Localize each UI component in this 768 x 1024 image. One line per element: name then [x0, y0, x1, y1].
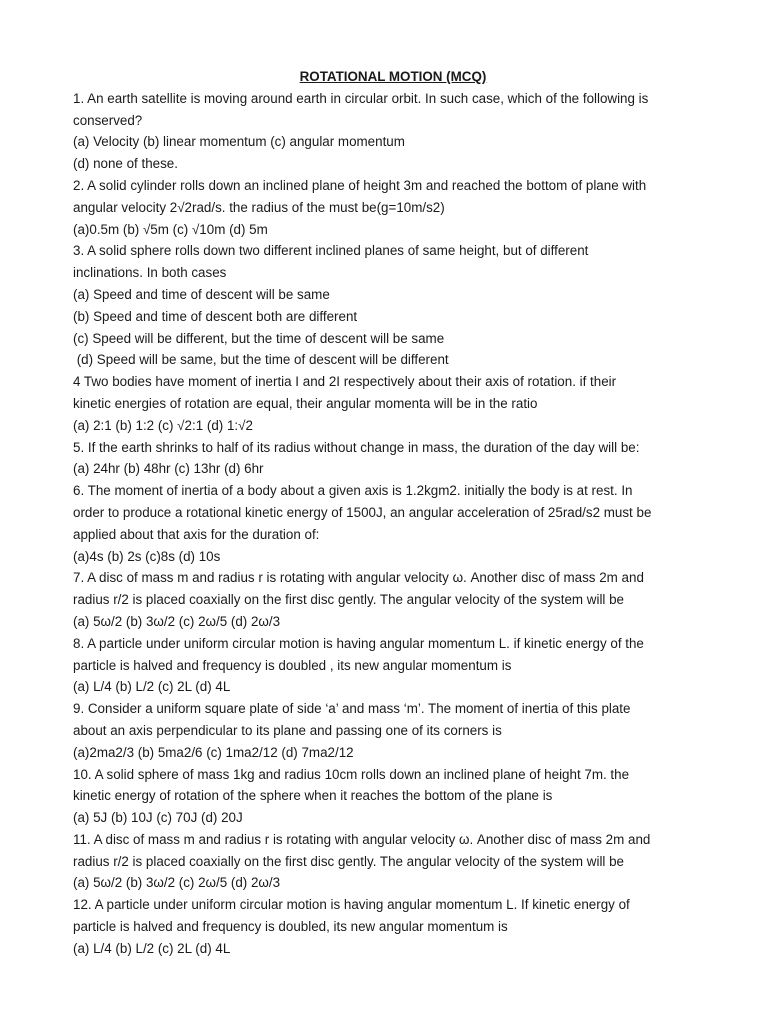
- text-line: about an axis perpendicular to its plane and passing one of its corners is: [73, 722, 502, 738]
- question-list: [73, 88, 703, 960]
- text-line: particle is halved and frequency is doubled, its new angular momentum is: [73, 919, 508, 935]
- text-line: 1. An earth satellite is moving around earth in circular orbit. In such case, which of the following is: [73, 90, 649, 106]
- text-line: (d) Speed will be same, but the time of descent will be different: [73, 352, 449, 368]
- text-line: (a)0.5m (b) √5m (c) √10m (d) 5m: [73, 221, 268, 237]
- text-line: 2. A solid cylinder rolls down an inclined plane of height 3m and reached the bottom of plane with: [73, 177, 647, 193]
- document-page: [73, 66, 703, 960]
- text-line: (c) Speed will be different, but the time of descent will be same: [73, 330, 445, 346]
- text-line: kinetic energies of rotation are equal, their angular momenta will be in the ratio: [73, 395, 538, 411]
- text-line: applied about that axis for the duration of:: [73, 526, 320, 542]
- text-line: (a)4s (b) 2s (c)8s (d) 10s: [73, 548, 221, 564]
- text-line: 12. A particle under uniform circular motion is having angular momentum L. If kinetic energy of: [73, 897, 630, 913]
- text-line: 9. Consider a uniform square plate of side ‘a’ and mass ‘m’. The moment of inertia of this plate: [73, 701, 631, 717]
- text-line: (d) none of these.: [73, 156, 178, 172]
- text-line: 4 Two bodies have moment of inertia I and 2I respectively about their axis of rotation. if their: [73, 374, 617, 390]
- text-line: 5. If the earth shrinks to half of its radius without change in mass, the duration of the day will be:: [73, 439, 640, 455]
- text-line: 8. A particle under uniform circular motion is having angular momentum L. if kinetic energy of the: [73, 635, 644, 651]
- text-line: (b) Speed and time of descent both are different: [73, 308, 358, 324]
- text-line: kinetic energy of rotation of the sphere when it reaches the bottom of the plane is: [73, 788, 553, 804]
- text-line: (a) Speed and time of descent will be same: [73, 286, 330, 302]
- text-line: (a) 5J (b) 10J (c) 70J (d) 20J: [73, 810, 243, 826]
- text-line: inclinations. In both cases: [73, 265, 227, 281]
- text-line: 3. A solid sphere rolls down two different inclined planes of same height, but of different: [73, 243, 589, 259]
- text-line: (a) L/4 (b) L/2 (c) 2L (d) 4L: [73, 679, 231, 695]
- text-line: radius r/2 is placed coaxially on the first disc gently. The angular velocity of the system will be: [73, 853, 625, 869]
- page-title: ROTATIONAL MOTION (MCQ): [299, 69, 487, 84]
- text-line: (a)2ma2/3 (b) 5ma2/6 (c) 1ma2/12 (d) 7ma2/12: [73, 744, 354, 760]
- text-line: (a) 5ω/2 (b) 3ω/2 (c) 2ω/5 (d) 2ω/3: [73, 875, 281, 891]
- text-line: (a) 5ω/2 (b) 3ω/2 (c) 2ω/5 (d) 2ω/3: [73, 613, 281, 629]
- text-line: (a) 24hr (b) 48hr (c) 13hr (d) 6hr: [73, 461, 264, 477]
- text-line: angular velocity 2√2rad/s. the radius of the must be(g=10m/s2): [73, 199, 445, 215]
- text-line: radius r/2 is placed coaxially on the first disc gently. The angular velocity of the system will be: [73, 592, 625, 608]
- text-line: order to produce a rotational kinetic energy of 1500J, an angular acceleration of 25rad/s2 must be: [73, 504, 652, 520]
- text-line: particle is halved and frequency is doubled , its new angular momentum is: [73, 657, 512, 673]
- text-line: 10. A solid sphere of mass 1kg and radius 10cm rolls down an inclined plane of height 7m. the: [73, 766, 630, 782]
- text-line: (a) 2:1 (b) 1:2 (c) √2:1 (d) 1:√2: [73, 417, 253, 433]
- text-line: 6. The moment of inertia of a body about a given axis is 1.2kgm2. initially the body is at rest. In: [73, 483, 633, 499]
- text-line: (a) Velocity (b) linear momentum (c) angular momentum: [73, 134, 405, 150]
- text-line: 7. A disc of mass m and radius r is rotating with angular velocity ω. Another disc of mass 2m and: [73, 570, 644, 586]
- text-line: (a) L/4 (b) L/2 (c) 2L (d) 4L: [73, 940, 231, 956]
- text-line: 11. A disc of mass m and radius r is rotating with angular velocity ω. Another disc of mass 2m and: [73, 831, 651, 847]
- text-line: conserved?: [73, 112, 143, 128]
